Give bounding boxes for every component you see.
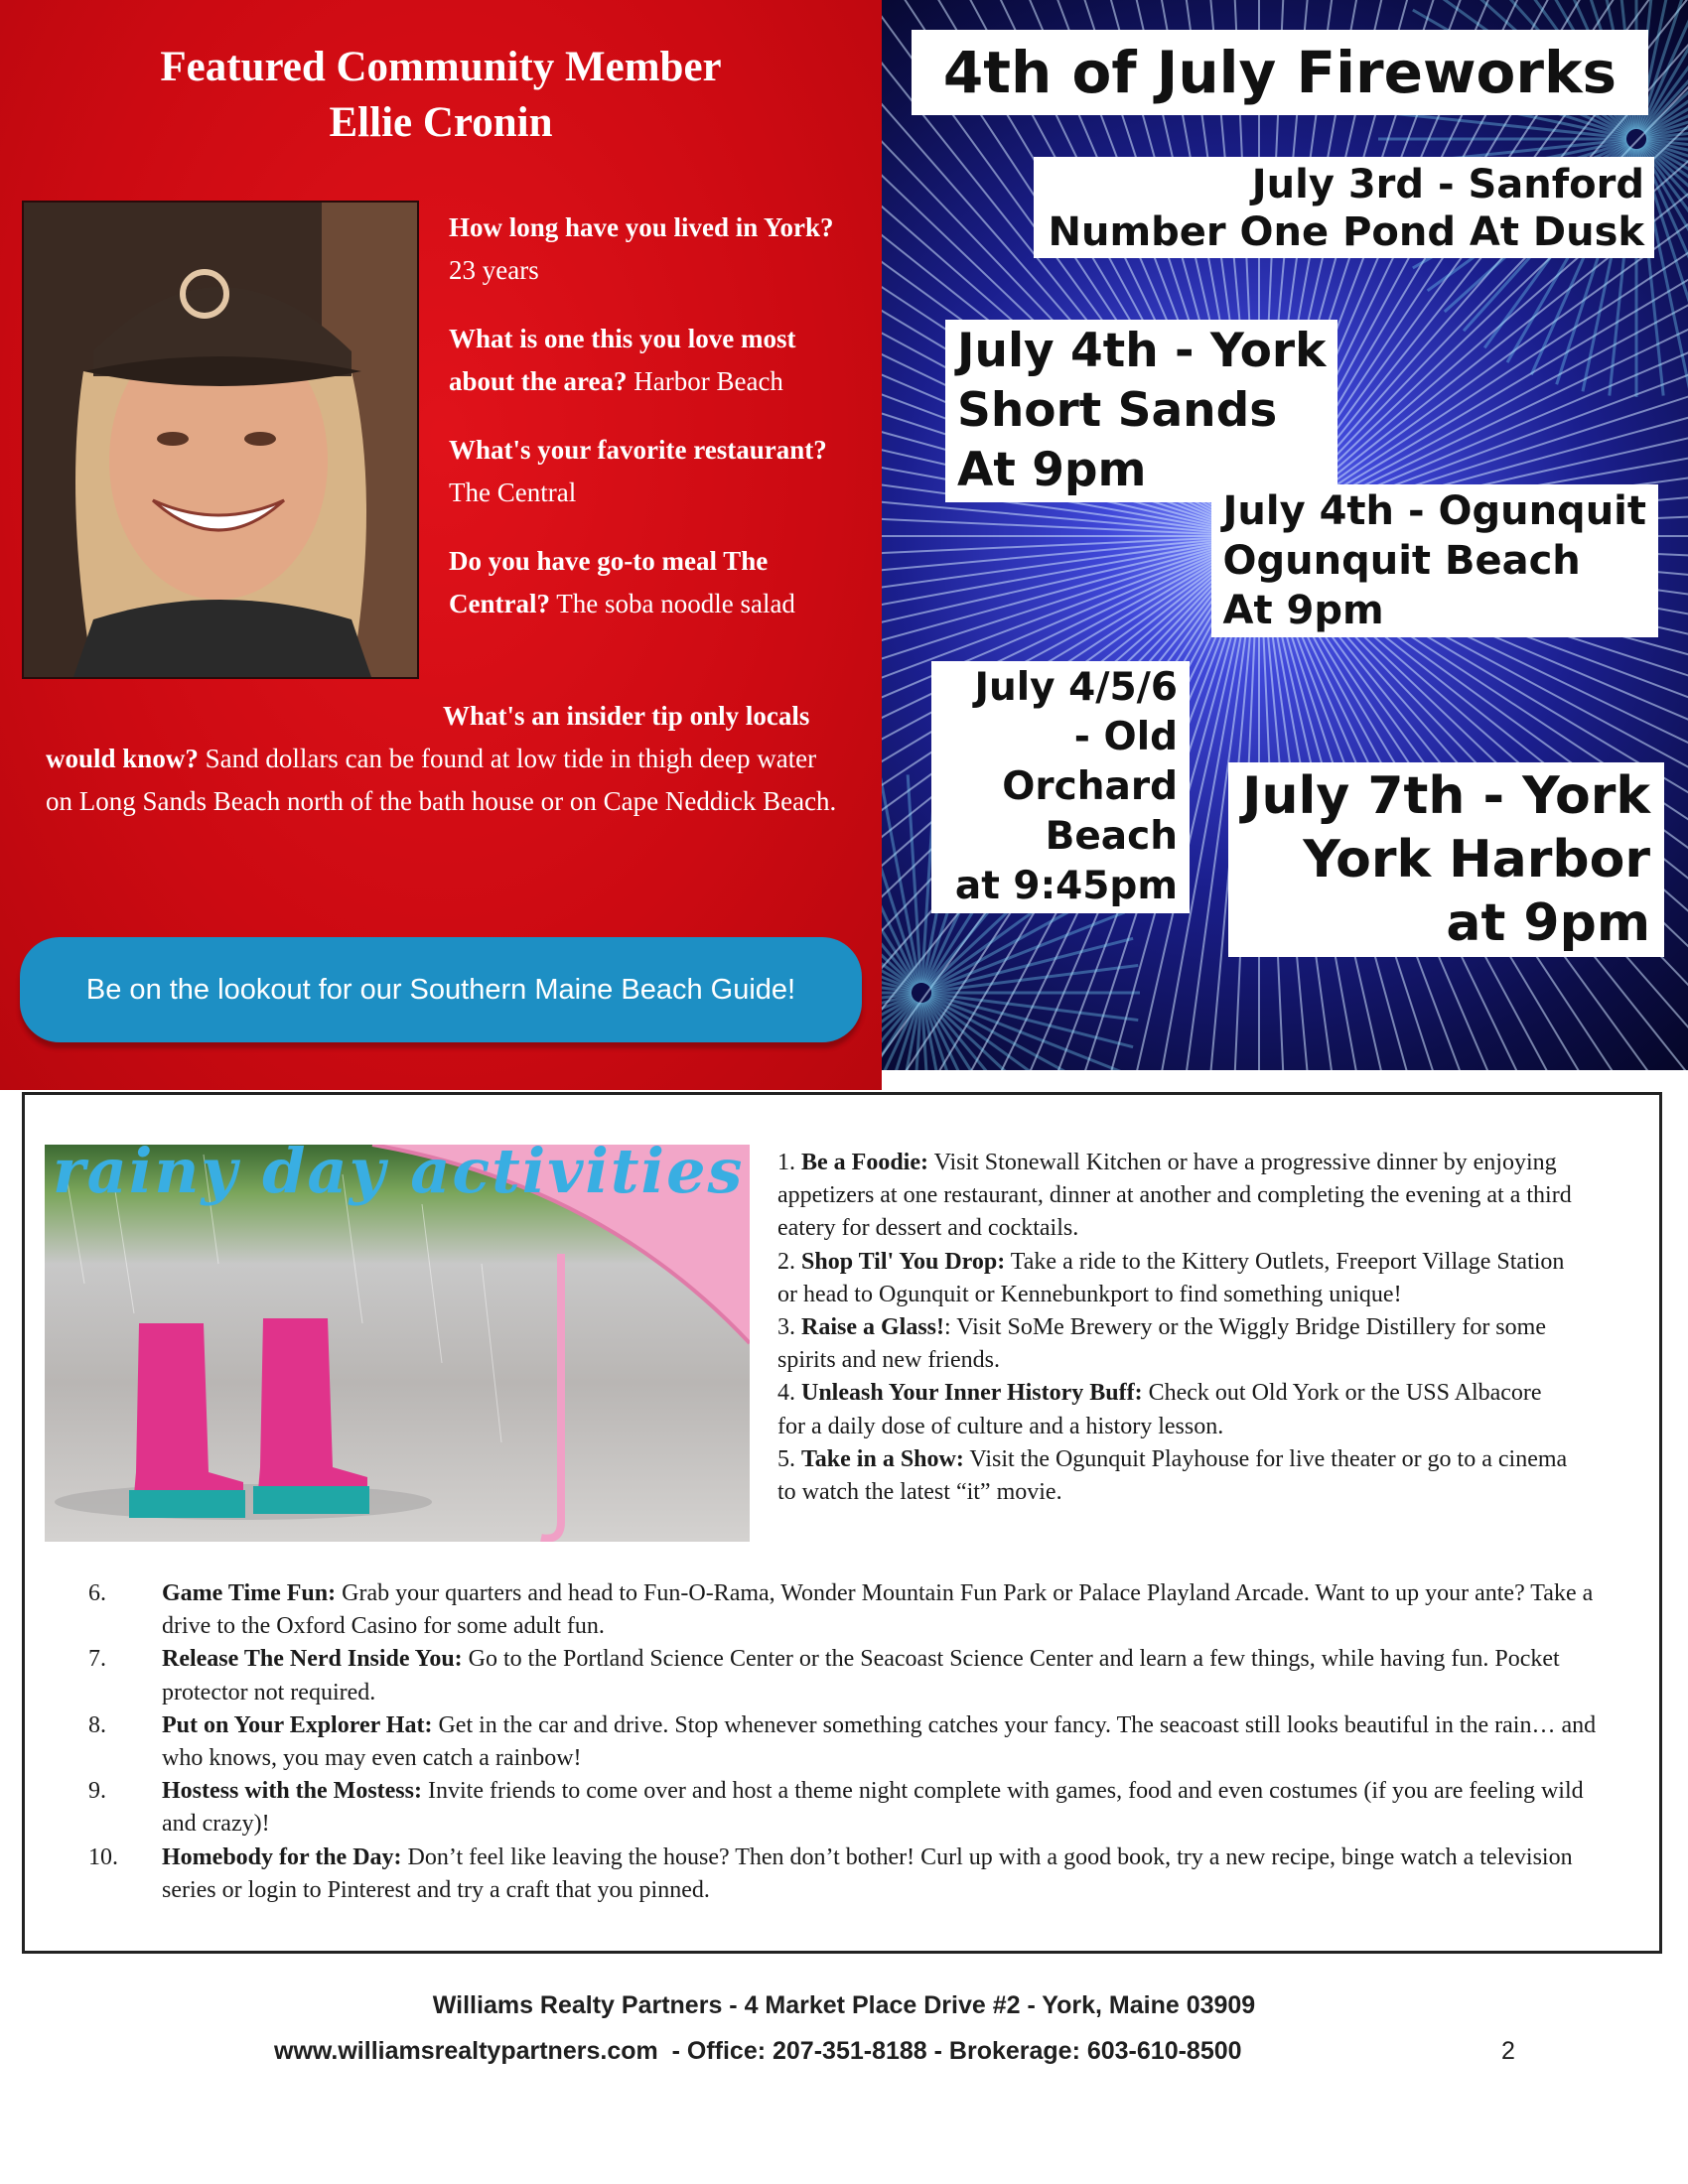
activity-text: Get in the car and drive. Stop whenever something catches your fancy. The seacoast still looks beautiful in the rain… and who knows, you may even catch a rainbow! — [162, 1711, 1597, 1772]
activity-item — [88, 1842, 1618, 1907]
activity-text: : Visit SoMe Brewery or the Wiggly Bridge Distillery for some spirits and new friends. — [777, 1314, 1546, 1374]
featured-title — [0, 40, 882, 151]
activity-number: 5. — [777, 1445, 795, 1472]
rainy-day-heading: rainy day activities — [53, 1135, 745, 1207]
event-line: Beach — [1045, 814, 1178, 859]
activity-title: Unleash Your Inner History Buff: — [801, 1380, 1143, 1407]
activity-number: 8. — [88, 1711, 106, 1738]
featured-member-name: Ellie Cronin — [329, 99, 553, 146]
activity-item — [777, 1377, 1572, 1442]
fireworks-title: 4th of July Fireworks — [912, 30, 1648, 115]
qa-item — [449, 429, 856, 514]
activity-item — [777, 1147, 1572, 1246]
event-line: York Harbor — [1303, 830, 1650, 889]
activity-text: Don’t feel like leaving the house? Then don’t bother! Curl up with a good book, try a new recipe, binge watch a television series or login to Pinterest and try a craft that you pinned. — [162, 1843, 1573, 1903]
featured-member-panel — [0, 0, 882, 1090]
activity-title: Raise a Glass! — [801, 1314, 944, 1341]
fireworks-event-york-short-sands — [945, 320, 1337, 502]
event-line: at 9:45pm — [954, 864, 1178, 908]
member-photo — [22, 201, 419, 679]
activity-number: 2. — [777, 1248, 795, 1275]
event-line: Short Sands — [957, 383, 1278, 438]
qa-item — [449, 206, 856, 292]
page-number: 2 — [1501, 2037, 1515, 2065]
activities-list-bottom — [88, 1577, 1618, 1907]
activity-item — [88, 1643, 1618, 1708]
beach-guide-button[interactable]: Be on the lookout for our Southern Maine Beach Guide! — [20, 937, 862, 1042]
insider-tip — [46, 695, 840, 823]
qa-item — [449, 540, 856, 625]
activity-title: Take in a Show: — [801, 1445, 964, 1472]
rainy-day-box — [22, 1092, 1662, 1954]
activities-list-top — [777, 1147, 1572, 1509]
qa-answer: The soba noodle salad — [556, 589, 795, 618]
qa-question: Do you have go-to meal The Central? — [449, 546, 769, 618]
activity-title: Hostess with the Mostess: — [162, 1778, 422, 1805]
qa-question: What is one this you love most about the area? — [449, 324, 796, 396]
activity-text: Visit the Ogunquit Playhouse for live theater or go to a cinema to watch the latest “it” movie. — [777, 1445, 1568, 1506]
qa-answer: The Central — [449, 478, 577, 507]
tip-question: What's an insider tip only locals would know? — [46, 701, 810, 773]
activity-title: Be a Foodie: — [801, 1150, 928, 1175]
member-qa — [449, 206, 856, 651]
activity-item — [777, 1246, 1572, 1311]
event-line: Number One Pond At Dusk — [1048, 209, 1644, 255]
fireworks-panel — [882, 0, 1688, 1070]
activity-item — [88, 1577, 1618, 1643]
tip-answer: Sand dollars can be found at low tide in thigh deep water on Long Sands Beach north of the bath house or on Cape Neddick Beach. — [46, 744, 837, 816]
activity-number: 7. — [88, 1646, 106, 1673]
activity-title: Homebody for the Day: — [162, 1843, 402, 1870]
activity-item — [777, 1311, 1572, 1377]
event-line: July 4th - Ogunquit — [1222, 488, 1646, 534]
activity-number: 1. — [777, 1150, 795, 1175]
activity-item — [88, 1709, 1618, 1775]
featured-heading: Featured Community Member — [160, 44, 722, 90]
event-line: July 4/5/6 — [974, 665, 1178, 710]
event-line: Orchard — [1002, 764, 1178, 809]
event-line: at 9pm — [1446, 893, 1650, 953]
activity-number: 3. — [777, 1314, 795, 1341]
activity-item — [88, 1775, 1618, 1841]
activity-number: 4. — [777, 1380, 795, 1407]
qa-answer: Harbor Beach — [633, 366, 783, 396]
event-line: Ogunquit Beach — [1222, 538, 1581, 584]
qa-item — [449, 318, 856, 403]
activity-title: Put on Your Explorer Hat: — [162, 1711, 433, 1738]
activity-title: Shop Til' You Drop: — [801, 1248, 1006, 1275]
activity-text: Invite friends to come over and host a theme night complete with games, food and even costumes (if you are feeling wild and crazy)! — [162, 1778, 1584, 1838]
fireworks-event-old-orchard — [931, 661, 1190, 913]
fireworks-event-york-harbor — [1228, 762, 1664, 957]
activity-text: Grab your quarters and head to Fun-O-Rama, Wonder Mountain Fun Park or Palace Playland Arcade. Want to up your ante? Take a drive to the Oxford Casino for some adult fun. — [162, 1580, 1594, 1640]
activity-text: Visit Stonewall Kitchen or have a progressive dinner by enjoying appetizers at one restaurant, dinner at another and completing the evening at a third eatery for dessert and cocktails. — [777, 1150, 1572, 1242]
activity-text: Go to the Portland Science Center or the Seacoast Science Center and learn a few things, while having fun. Pocket protector not required. — [162, 1646, 1560, 1706]
qa-answer: 23 years — [449, 255, 539, 285]
footer-address: Williams Realty Partners - 4 Market Place Drive #2 - York, Maine 03909 — [432, 1991, 1256, 2019]
event-line: At 9pm — [1222, 588, 1384, 633]
activity-text: Take a ride to the Kittery Outlets, Freeport Village Station or head to Ogunquit or Kennebunkport to find something unique! — [777, 1248, 1565, 1307]
event-line: July 4th - York — [957, 324, 1327, 378]
activity-title: Release The Nerd Inside You: — [162, 1646, 463, 1673]
activity-text: Check out Old York or the USS Albacore for a daily dose of culture and a history lesson. — [777, 1380, 1542, 1439]
qa-question: What's your favorite restaurant? — [449, 435, 827, 465]
event-line: July 7th - York — [1242, 766, 1650, 826]
activity-number: 9. — [88, 1778, 106, 1805]
activity-item — [777, 1443, 1572, 1509]
event-line: At 9pm — [957, 443, 1147, 497]
event-line: July 3rd - Sanford — [1251, 162, 1644, 207]
qa-question: How long have you lived in York? — [449, 212, 834, 242]
fireworks-event-sanford — [1034, 157, 1654, 258]
event-line: - Old — [1073, 715, 1178, 759]
activity-number: 6. — [88, 1580, 106, 1606]
footer-contact: www.williamsrealtypartners.com - Office: 207-351-8188 - Brokerage: 603-610-8500 — [274, 2037, 1242, 2065]
activity-title: Game Time Fun: — [162, 1580, 337, 1606]
fireworks-event-ogunquit — [1211, 484, 1658, 637]
activity-number: 10. — [88, 1843, 118, 1870]
